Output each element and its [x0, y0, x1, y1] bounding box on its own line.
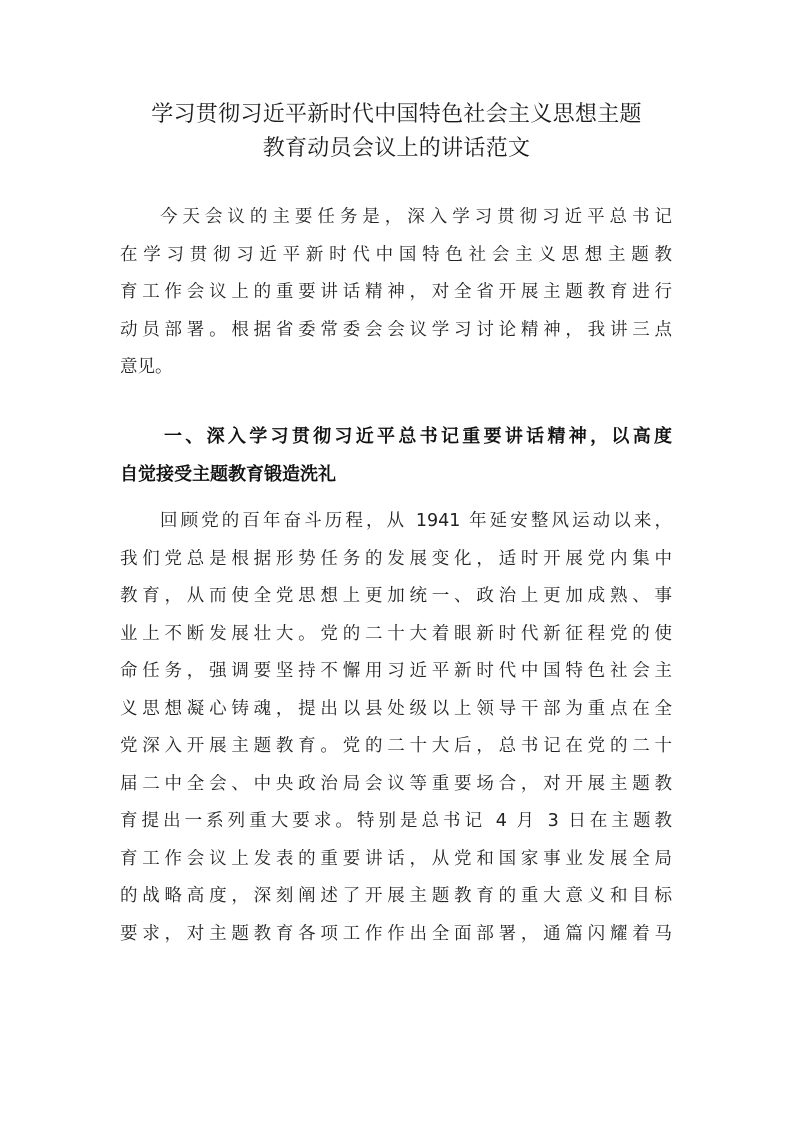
text-line: 党深入开展主题教育。党的二十大后，总书记在党的二十: [120, 736, 672, 756]
section-1-heading: [120, 418, 672, 493]
text-line: 教育，从而使全党思想上更加统一、政治上更加成熟、事: [120, 586, 672, 606]
text-line: 意见。: [120, 357, 173, 377]
heading-line: 一、深入学习贯彻习近平总书记重要讲话精神，以高度: [164, 426, 672, 447]
text-line: 业上不断发展壮大。党的二十大着眼新时代新征程党的使: [120, 623, 672, 644]
text-line: 要求，对主题教育各项工作作出全面部署，通篇闪耀着马: [120, 923, 672, 944]
text-line: 育工作会议上发表的重要讲话，从党和国家事业发展全局: [120, 848, 672, 869]
text-line: 我们党总是根据形势任务的发展变化，适时开展党内集中: [120, 548, 672, 569]
text-line: 的战略高度，深刻阐述了开展主题教育的重大意义和目标: [120, 886, 672, 906]
title-line-1: 学习贯彻习近平新时代中国特色社会主义思想主题: [151, 102, 642, 127]
text-line: 今天会议的主要任务是，深入学习贯彻习近平总书记: [160, 207, 672, 227]
text-line: 动员部署。根据省委常委会会议学习讨论精神，我讲三点: [120, 319, 672, 340]
text-line: 命任务，强调要坚持不懈用习近平新时代中国特色社会主: [120, 661, 672, 681]
heading-line: 自觉接受主题教育锻造洗礼: [120, 463, 336, 485]
text-line: 育工作会议上的重要讲话精神，对全省开展主题教育进行: [120, 282, 672, 302]
document-title: [100, 98, 693, 166]
text-line: 回顾党的百年奋斗历程，从 1941 年延安整风运动以来，: [160, 511, 672, 531]
title-line-2: 教育动员会议上的讲话范文: [262, 136, 531, 161]
text-line: 在学习贯彻习近平新时代中国特色社会主义思想主题教: [120, 244, 672, 265]
intro-paragraph: [120, 199, 672, 387]
section-1-paragraph: [120, 503, 672, 953]
text-line: 届二中全会、中央政治局会议等重要场合，对开展主题教: [120, 773, 672, 794]
text-line: 义思想凝心铸魂，提出以县处级以上领导干部为重点在全: [120, 698, 672, 719]
text-line: 育提出一系列重大要求。特别是总书记 4 月 3 日在主题教: [120, 811, 672, 831]
